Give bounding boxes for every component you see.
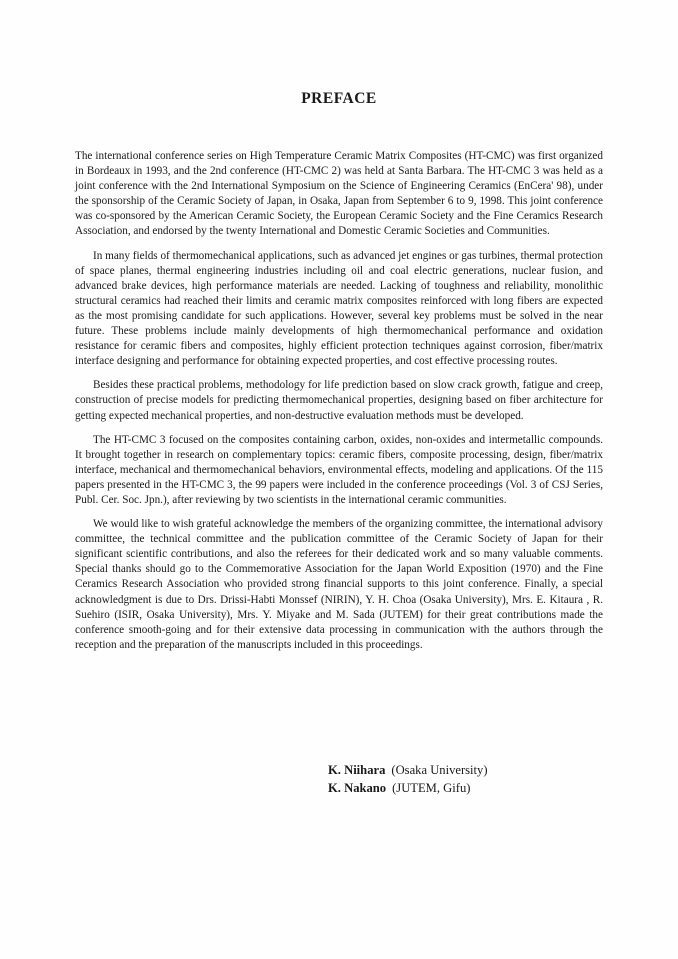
signature-name: K. Niihara — [328, 763, 386, 777]
paragraph-focus: The HT-CMC 3 focused on the composites containing carbon, oxides, non-oxides and intermetallic compounds. It brought together in research on complementary topics: ceramic fibers, composite processing, design, fiber/matrix interface, mechanical and thermomechanical behaviors, environmental effects, modeling and applications. Of the 115 papers presented in the HT-CMC 3, the 99 papers were included in the conference proceedings (Vol. 3 of CSJ Series, Publ. Cer. Soc. Jpn.), after reviewing by two scientists in the international ceramic communities. — [75, 433, 603, 506]
signature-block — [328, 762, 628, 797]
page-title: PREFACE — [301, 90, 377, 107]
paragraph-acknowledgment: We would like to wish grateful acknowledge the members of the organizing committee, the international advisory committee, the technical committee and the publication committee of the Ceramic Society of Japan for their significant scientific contributions, and also the referees for their dedicated work and so many valuable comments. Special thanks should go to the Commemorative Association for the Japan World Exposition (1970) and the Fine Ceramics Research Association who provided strong financial supports to this joint conference. Finally, a special acknowledgment is due to Drs. Drissi-Habti Monssef (NIRIN), Y. H. Choa (Osaka University), Mrs. E. Kitaura , R. Suehiro (ISIR, Osaka University), Mrs. Y. Miyake and M. Sada (JUTEM) for their great contributions made the conference smooth-going and for their extensive data processing in communication with the authors through the reception and the preparation of the manuscripts included in this proceedings. — [75, 518, 603, 651]
signature-name: K. Nakano — [328, 780, 387, 795]
paragraph-methodology: Besides these practical problems, methodology for life prediction based on slow crack growth, fatigue and creep, construction of precise models for predicting thermomechanical properties, designing based on fiber architecture for getting expected mechanical properties, and non-destructive evaluation methods must be developed. — [75, 379, 603, 422]
signature-line — [328, 762, 628, 780]
paragraph-applications: In many fields of thermomechanical applications, such as advanced jet engines or gas turbines, thermal protection of space planes, thermal engineering industries including oil and coal electric generations, nuclear fusion, and advanced brake devices, high performance materials are needed. Lacking of toughness and reliability, monolithic structural ceramics had reached their limits and ceramic matrix composites reinforced with long fibers are expected as the most promising candidate for such applications. However, several key problems must be solved in the near future. These problems include mainly developments of high thermomechanical performance and oxidation resistance for ceramic fibers and composites, highly efficient protection techniques against corrosion, fiber/matrix interface designing and performance for obtaining expected properties, and cost effective processing routes. — [75, 249, 603, 368]
signature-affiliation: (Osaka University) — [391, 763, 488, 777]
preface-body — [75, 149, 603, 662]
signature-line — [328, 780, 628, 798]
paragraph-intro: The international conference series on High Temperature Ceramic Matrix Composites (HT-CMC) was first organized in Bordeaux in 1993, and the 2nd conference (HT-CMC 2) was held at Santa Barbara. The HT-CMC 3 was held as a joint conference with the 2nd International Symposium on the Science of Engineering Ceramics (EnCera' 98), under the sponsorship of the Ceramic Society of Japan, in Osaka, Japan from September 6 to 9, 1998. This joint conference was co-sponsored by the American Ceramic Society, the European Ceramic Society and the Fine Ceramics Research Association, and endorsed by the twenty International and Domestic Ceramic Societies and Communities. — [75, 150, 603, 238]
signature-affiliation: (JUTEM, Gifu) — [392, 780, 471, 795]
